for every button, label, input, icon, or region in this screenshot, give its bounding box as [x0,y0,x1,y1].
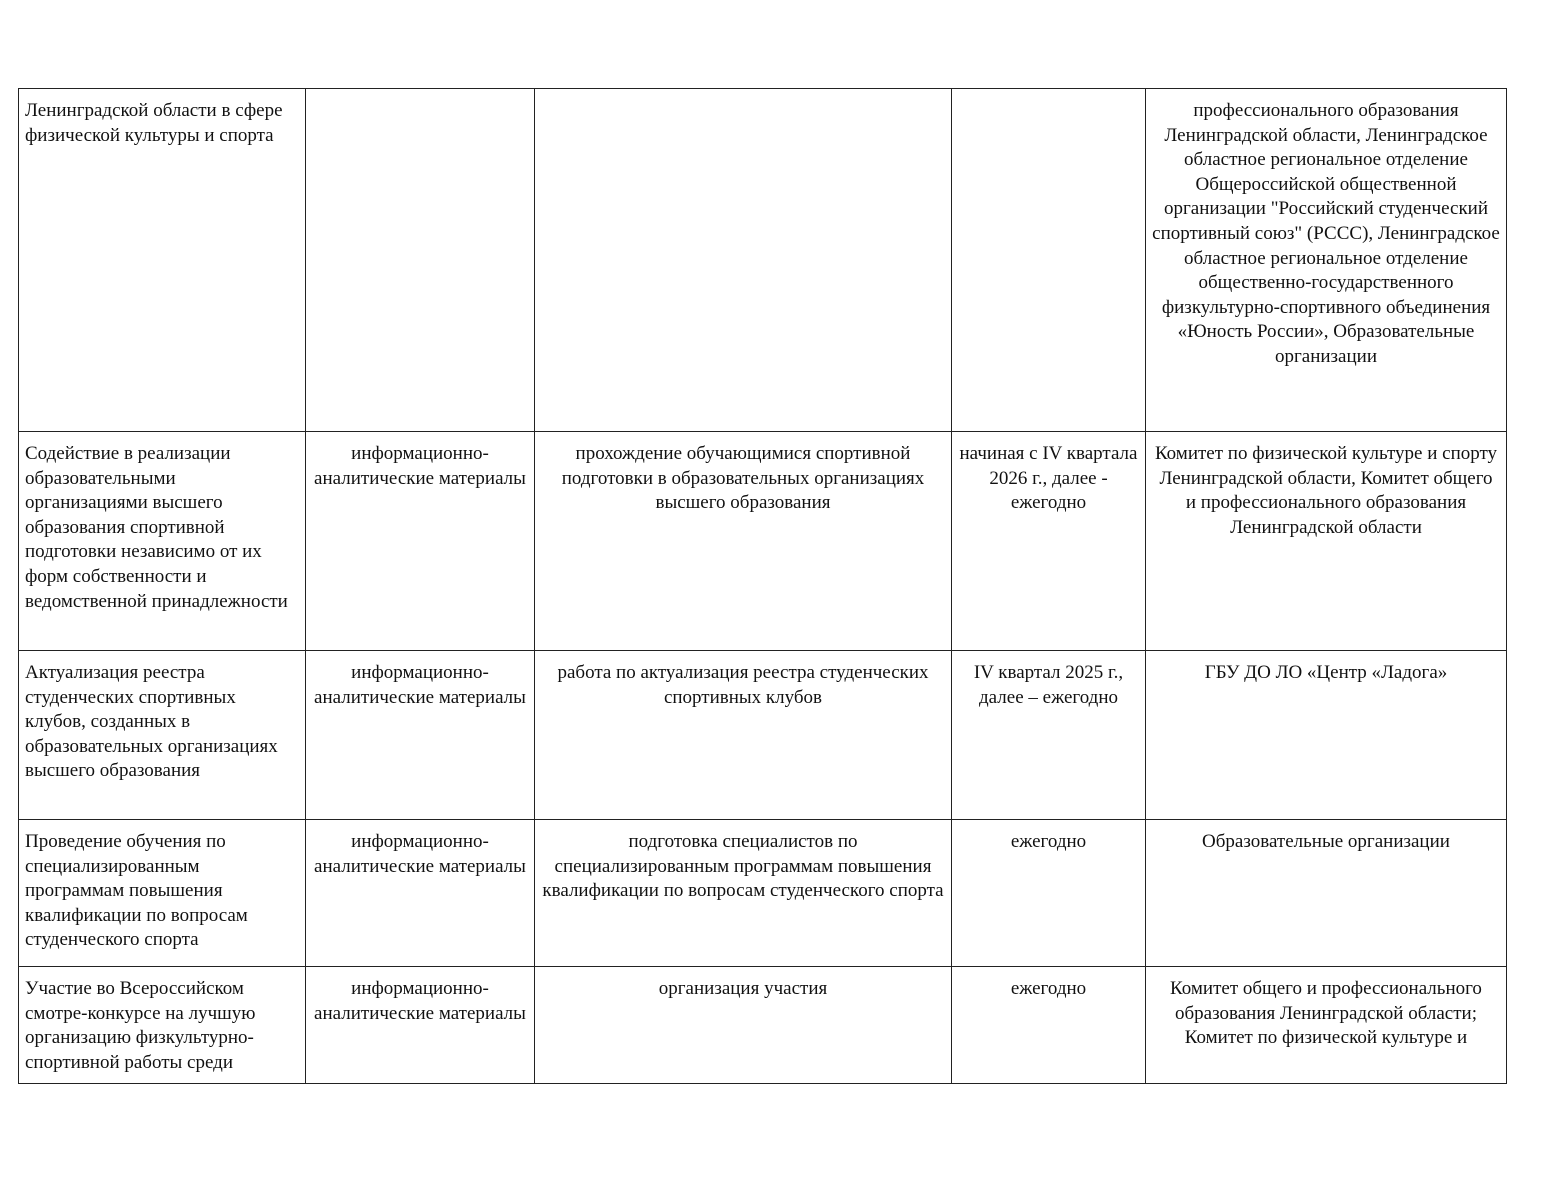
responsible-text: Образовательные организации [1202,831,1450,852]
form-text: информационно-аналитические материалы [314,662,526,708]
form-text: информационно-аналитические материалы [314,443,526,489]
activity-text: Проведение обучения по специализированным программам повышения квалификации по вопросам студенческого спорта [25,831,248,951]
form-text: информационно-аналитические материалы [314,831,526,877]
deadline-cell [952,820,1146,967]
activity-text: Ленинградской области в сфере физической культуры и спорта [25,100,283,146]
activity-cell [19,432,306,651]
form-cell [306,89,535,432]
activity-cell [19,820,306,967]
deadline-cell [952,432,1146,651]
activity-text: Участие во Всероссийском смотре-конкурсе на лучшую организацию физкультурно-спортивной работы среди [25,978,256,1073]
deadline-text: ежегодно [1010,978,1087,999]
result-cell [535,651,952,820]
deadline-text: ежегодно [1010,831,1087,852]
activity-cell [19,89,306,432]
result-text: подготовка специалистов по специализированным программам повышения квалификации по вопросам студенческого спорта [542,831,944,902]
table-row [19,651,1507,820]
result-text: работа по актуализация реестра студенческих спортивных клубов [557,662,929,708]
deadline-cell [952,967,1146,1084]
responsible-cell [1146,432,1507,651]
responsible-cell [1146,89,1507,432]
deadline-cell [952,89,1146,432]
deadline-text: IV квартал 2025 г., далее – ежегодно [973,662,1124,708]
result-cell [535,432,952,651]
table-row [19,820,1507,967]
form-cell [306,651,535,820]
activity-cell [19,651,306,820]
form-cell [306,820,535,967]
table-row [19,432,1507,651]
form-cell [306,967,535,1084]
responsible-cell [1146,967,1507,1084]
responsible-text: ГБУ ДО ЛО «Центр «Ладога» [1204,662,1448,683]
form-text: информационно-аналитические материалы [314,978,526,1024]
form-cell [306,432,535,651]
responsible-text: профессионального образования Ленинградской области, Ленинградское областное региональное отделение Общероссийской общественной организации "Российский студенческий спортивный союз" (РССС), Ленинградское областное региональное отделение общественно-государственного физкультурно-спортивного объединения «Юность России», Образовательные организации [1152,100,1500,367]
table-row [19,89,1507,432]
result-text: прохождение обучающимися спортивной подготовки в образовательных организациях высшего образования [561,443,925,514]
table-row [19,967,1507,1084]
activities-table [18,88,1507,1084]
activity-text: Содействие в реализации образовательными организациями высшего образования спортивной подготовки независимо от их форм собственности и ведомственной принадлежности [25,443,288,612]
activity-cell [19,967,306,1084]
result-text: организация участия [658,978,828,999]
result-cell [535,89,952,432]
responsible-cell [1146,820,1507,967]
deadline-cell [952,651,1146,820]
responsible-text: Комитет по физической культуре и спорту Ленинградской области, Комитет общего и профессионального образования Ленинградской области [1154,443,1498,538]
deadline-text: начиная с IV квартала 2026 г., далее - ежегодно [959,443,1138,514]
result-cell [535,967,952,1084]
responsible-text: Комитет общего и профессионального образования Ленинградской области; Комитет по физической культуре и [1170,978,1482,1049]
result-cell [535,820,952,967]
responsible-cell [1146,651,1507,820]
activity-text: Актуализация реестра студенческих спортивных клубов, созданных в образовательных организациях высшего образования [25,662,278,782]
